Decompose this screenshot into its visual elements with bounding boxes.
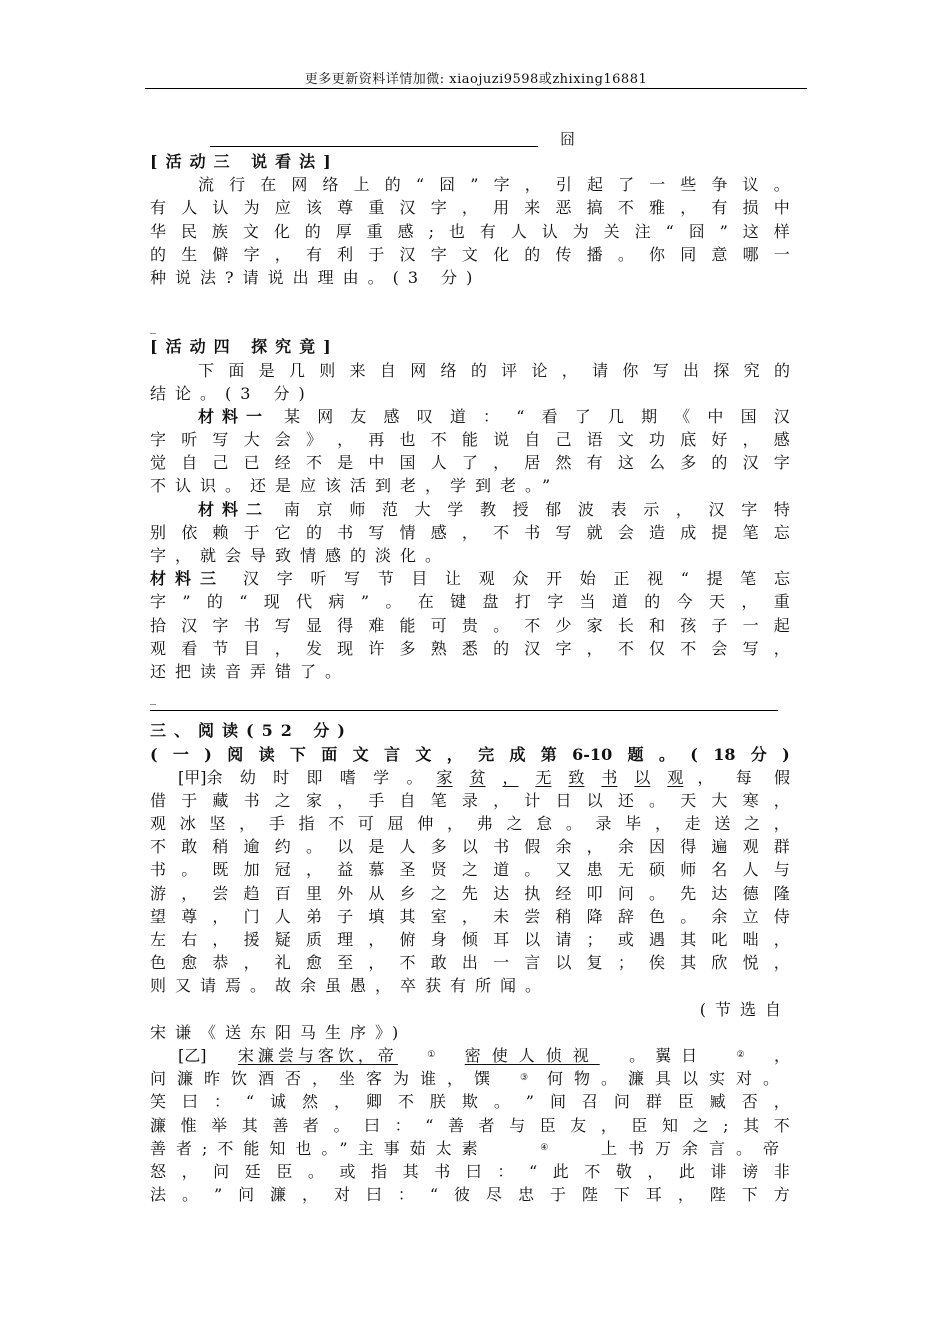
underlined-text: 密使人侦视: [464, 1045, 600, 1065]
header-divider: [145, 88, 807, 89]
answer-blank-line: [210, 146, 538, 147]
paragraph-line: 流 行 在 网 络 上 的 “ 囧 ” 字 ， 引 起 了 一 些 争 议 。: [198, 175, 790, 195]
footnote-marker: ②: [736, 1049, 745, 1060]
passage-text: 上书万余言。帝: [600, 1138, 790, 1158]
paragraph-line: 笑 曰 ： “ 诚 然 ， 卿 不 朕 欺 。 ” 间 召 问 群 臣 臧 否 ，: [150, 1092, 790, 1112]
footnote-marker: ①: [427, 1049, 436, 1060]
passage-text: 问濂昨饮酒否，坐客为谁，馔: [150, 1069, 502, 1089]
material-2-line: [150, 498, 790, 521]
material-text: 南 京 师 范 大 学 教 授 郁 波 表 示 ， 汉 字 特: [284, 499, 790, 519]
paragraph-line: 望 尊 ， 门 人 弟 子 填 其 室 ， 未 尝 稍 降 辞 色 。 余 立 侍: [150, 906, 790, 926]
source-citation: (节选自: [699, 999, 790, 1019]
paragraph-line: 字 听 写 大 会 》 ， 再 也 不 能 说 自 己 语 文 功 底 好 ， 感: [150, 430, 790, 450]
blank-character: 囧: [560, 130, 576, 148]
paragraph-line: 怒 ， 问 廷 臣 。 或 指 其 书 曰 ： “ 此 不 敬 ， 此 诽 谤 非: [150, 1161, 790, 1181]
paragraph-line: 濂 惟 举 其 善 者 。 曰 ： “ 善 者 与 臣 友 ， 臣 知 之 ; 其 不: [150, 1115, 790, 1135]
paragraph-line: 的 生 僻 字 ， 有 利 于 汉 字 文 化 的 传 播 。 你 同 意 哪 一: [150, 244, 790, 264]
paragraph-line: 观 冰 坚 ， 手 指 不 可 屈 伸 ， 弗 之 怠 。 录 毕 ， 走 送 之 ，: [150, 814, 790, 834]
document-body: [150, 150, 790, 1206]
passage-text: ，: [773, 1045, 790, 1065]
passage-b-line1: [150, 1044, 790, 1067]
answer-dash: _: [150, 320, 156, 335]
paragraph-line: 观 看 节 目 ， 发 现 许 多 熟 悉 的 汉 字 ， 不 仅 不 会 写 ，: [150, 638, 790, 658]
footnote-marker: ③: [519, 1073, 529, 1084]
activity3-heading: [活动三 说看法]: [150, 152, 339, 171]
paragraph-line: 法 。 ” 问 濂 ， 对 曰 ： “ 彼 尽 忠 于 陛 下 耳 ， 陛 下 方: [150, 1185, 790, 1205]
paragraph-line: 色 愈 恭 ， 礼 愈 至 ， 不 敢 出 一 言 以 复 ； 俟 其 欣 悦 ，: [150, 953, 790, 973]
material-text: 汉 字 听 写 节 目 让 观 众 开 始 正 视 “ 提 笔 忘: [243, 569, 790, 589]
paragraph-line: 华 民 族 文 化 的 厚 重 感 ; 也 有 人 认 为 关 注 “ 囧 ” 这 样: [150, 221, 790, 241]
paragraph-line: 种说法?请说出理由。(3 分): [150, 267, 482, 287]
passage-b-tag: [乙]: [178, 1045, 207, 1065]
paragraph-line: 字 ” 的 “ 现 代 病 ” 。 在 键 盘 打 字 当 道 的 今 天 ， 重: [150, 592, 790, 612]
paragraph-line: 结论。(3 分): [150, 383, 314, 403]
paragraph-line: 书 。 既 加 冠 ， 益 慕 圣 贤 之 道 。 又 患 无 硕 师 名 人 与: [150, 860, 790, 880]
passage-b-line2: [150, 1067, 790, 1090]
activity4-heading: [活动四 探究竟]: [150, 337, 339, 357]
paragraph-line: 不认识。还是应该活到老，学到老。”: [150, 476, 560, 496]
underlined-text: 宋濂尝与客饮，帝: [237, 1045, 398, 1065]
paragraph-line: 下 面 是 几 则 来 自 网 络 的 评 论 ， 请 你 写 出 探 究 的: [198, 360, 790, 380]
section3-subheading: ( 一 ) 阅 读 下 面 文 言 文 ， 完 成 第 6-10 题 。 ( 18 分 ): [150, 744, 790, 764]
paragraph-line: 不 敢 稍 逾 约 。 以 是 人 多 以 书 假 余 ， 余 因 得 遍 观 群: [150, 837, 790, 857]
paragraph-line: 左 右 ， 援 疑 质 理 ， 俯 身 倾 耳 以 请 ； 或 遇 其 叱 咄 ，: [150, 930, 790, 949]
paragraph-line: 别 依 赖 于 它 的 书 写 情 感 ， 不 书 写 就 会 造 成 提 笔 忘: [150, 522, 790, 542]
footnote-marker: ④: [540, 1142, 549, 1153]
answer-dash: _: [150, 691, 156, 706]
paragraph-line: 则又请焉。故余虽愚，卒获有所闻。: [150, 976, 551, 996]
paragraph-line: 有 人 认 为 应 该 尊 重 汉 字 ， 用 来 恶 搞 不 雅 ， 有 损 中: [150, 198, 790, 218]
section-divider: [150, 710, 778, 711]
material-3-label: 材料三: [150, 569, 226, 589]
material-1-label: 材料一: [198, 406, 271, 426]
passage-a-line1: [150, 766, 790, 789]
source-citation: 宋谦《送东阳马生序》): [150, 1022, 408, 1042]
underlined-text: 家 贫 ， 无 致 书 以 观: [436, 767, 684, 787]
paragraph-line: 字，就会导致情感的淡化。: [150, 546, 451, 565]
passage-a-tag: [甲]: [178, 767, 207, 787]
paragraph-line: 游 ， 尝 趋 百 里 外 从 乡 之 先 达 执 经 叩 问 。 先 达 德 隆: [150, 883, 790, 903]
material-text: 某 网 友 感 叹 道 ： “ 看 了 几 期 《 中 国 汉: [284, 406, 790, 426]
passage-text: 善者;不能知也。”主事茹太素: [150, 1138, 488, 1158]
page-header: 更多更新资料详情加微: xiaojuzi9598或zhixing16881: [304, 72, 648, 87]
passage-text: 余 幼 时 即 嗜 学 。: [206, 767, 423, 787]
material-2-label: 材料二: [198, 499, 271, 519]
paragraph-line: 还把读音弄错了。: [150, 661, 351, 681]
paragraph-line: 觉 自 己 已 经 不 是 中 国 人 了 ， 居 然 有 这 么 多 的 汉 字: [150, 453, 790, 473]
paragraph-line: 拾 汉 字 书 写 显 得 难 能 可 贵 。 不 少 家 长 和 孩 子 一 起: [150, 615, 790, 635]
passage-text: 。翼日: [629, 1045, 708, 1065]
passage-text: 何物。濂具以实对。: [546, 1069, 790, 1089]
passage-text: ， 每 假: [697, 767, 790, 787]
passage-b-line5: [150, 1137, 790, 1160]
material-3-line: [150, 567, 790, 590]
material-1-line: [150, 405, 790, 428]
paragraph-line: 借 于 藏 书 之 家 ， 手 自 笔 录 ， 计 日 以 还 。 天 大 寒 ，: [150, 790, 790, 810]
section3-heading: 三、阅读(52 分): [150, 721, 353, 741]
